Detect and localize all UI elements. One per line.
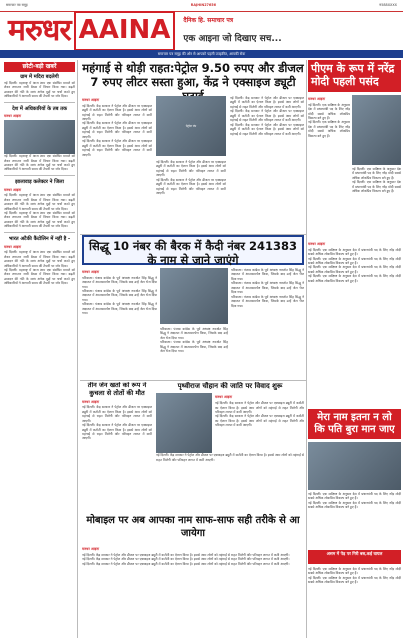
left-story-3-body: नई दिल्ली। महाराष्ट्र में आज शाम एक संबंधित मामले को लेकर लगातार जारी बैठक में विचार किया गया। बढ़ती उत्पादन की गति के साथ अनेक मुद्दों पर चर्चा करते हुए अधिकारियों ने आगामी समय की तैयारी पर जोर दिया। (4, 250, 75, 268)
prithviraj-body-b: नई दिल्ली। केंद्र सरकार ने पेट्रोल और डीजल पर एक्साइज ड्यूटी में कटौती का ऐलान किया है। इससे आम लोगों को महंगाई से राहत मिलेगी और परिवहन लागत में कमी आएगी। (215, 414, 304, 428)
pm-text-col-2 (352, 167, 401, 235)
brief-body: नई दिल्ली। महाराष्ट्र में आज शाम एक संबंधित मामले को लेकर लगातार जारी बैठक में विचार किया गया। बढ़ती उत्पादन की गति के साथ अनेक मुद्दों पर चर्चा करते हुए अधिकारियों ने आगामी समय की तैयारी पर जोर दिया। (4, 80, 75, 99)
mobile-body-c: नई दिल्ली। केंद्र सरकार ने पेट्रोल और डीजल पर एक्साइज ड्यूटी में कटौती का ऐलान किया है। इससे आम लोगों को महंगाई से राहत मिलेगी और परिवहन लागत में कमी आएगी। (82, 561, 290, 566)
prithviraj-body: नई दिल्ली। केंद्र सरकार ने पेट्रोल और डीजल पर एक्साइज ड्यूटी में कटौती का ऐलान किया है। इससे आम लोगों को महंगाई से राहत मिलेगी और परिवहन लागत में कमी आएगी। (215, 401, 304, 415)
train-headline: तीन जेन खतो को रूप ने कुचला से तोतों की मौत (87, 382, 147, 397)
left-story-2-headline: झालावाड़ कलेक्टर ने जिला (15, 178, 64, 185)
sidhu-body-1b: पटियाला। पंजाब कांग्रेस के पूर्व अध्यक्ष नवजोत सिंह सिद्धू ने अदालत में आत्मसमर्पण किया, जिसके बाद उन्हें जेल भेज दिया गया। (82, 289, 157, 302)
ticker-bar: समाचार पत्र समूह की ओर से आपको पहली उपहारित, आपकी सेवा (0, 50, 403, 58)
lead-body-1b: नई दिल्ली। केंद्र सरकार ने पेट्रोल और डीजल पर एक्साइज ड्यूटी में कटौती का ऐलान किया है। इससे आम लोगों को महंगाई से राहत मिलेगी और परिवहन लागत में कमी आएगी। (82, 121, 152, 139)
masthead-subtitle: दैनिक हि. समाचार पत्र (183, 16, 234, 24)
mobile-body: नई दिल्ली। केंद्र सरकार ने पेट्रोल और डीजल पर एक्साइज ड्यूटी में कटौती का ऐलान किया है। इससे आम लोगों को महंगाई से राहत मिलेगी और परिवहन लागत में कमी आएगी। (82, 552, 290, 557)
sidhu-text-col-2 (160, 327, 228, 378)
salary-body-b: नई दिल्ली। एक सर्वेक्षण के अनुसार देश में प्रधानमंत्री पद के लिए नरेंद्र मोदी सबसे अधिक लोकप्रिय विकल्प बने हुए हैं। (308, 500, 401, 510)
right-mid-body-c: नई दिल्ली। एक सर्वेक्षण के अनुसार देश में प्रधानमंत्री पद के लिए नरेंद्र मोदी सबसे अधिक लोकप्रिय विकल्प बने हुए हैं। (308, 265, 401, 274)
sidhu-body-2: पटियाला। पंजाब कांग्रेस के पूर्व अध्यक्ष नवजोत सिंह सिद्धू ने अदालत में आत्मसमर्पण किया, जिसके बाद उन्हें जेल भेज दिया गया। (160, 327, 228, 340)
column-rule (306, 60, 307, 638)
lead-text-col-3 (230, 96, 304, 232)
train-block (82, 382, 152, 514)
left-story-3-byline: मरुधर आइना (4, 244, 22, 249)
masthead-right (183, 17, 281, 45)
mobile-byline: मरुधर आइना (82, 547, 100, 551)
train-body-b: नई दिल्ली। केंद्र सरकार ने पेट्रोल और डीजल पर एक्साइज ड्यूटी में कटौती का ऐलान किया है। इससे आम लोगों को महंगाई से राहत मिलेगी और परिवहन लागत में कमी आएगी। (82, 423, 152, 441)
left-column-header: छोटी-बड़ी खबरें (4, 62, 75, 72)
pm-byline: मरुधर आइना (308, 97, 326, 101)
salary-body: नई दिल्ली। एक सर्वेक्षण के अनुसार देश में प्रधानमंत्री पद के लिए नरेंद्र मोदी सबसे अधिक लोकप्रिय विकल्प बने हुए हैं। (308, 492, 401, 501)
masthead-tagline: एक आइना जो दिखाए सच... (183, 33, 282, 44)
mobile-headline: मोबाइल पर अब आपका नाम साफ-साफ सही तरीके से आ जायेगा (86, 515, 300, 539)
row-rule-1 (80, 234, 306, 235)
lead-byline: मरुधर आइना (82, 98, 100, 102)
sidhu-body-1c: पटियाला। पंजाब कांग्रेस के पूर्व अध्यक्ष नवजोत सिंह सिद्धू ने अदालत में आत्मसमर्पण किया, जिसके बाद उन्हें जेल भेज दिया गया। (82, 302, 157, 316)
salary-photo (308, 442, 401, 490)
right-mid-body-d: नई दिल्ली। एक सर्वेक्षण के अनुसार देश में प्रधानमंत्री पद के लिए नरेंद्र मोदी सबसे अधिक लोकप्रिय विकल्प बने हुए हैं। (308, 274, 401, 283)
topbar-center: RAJHIN27656 (190, 3, 216, 8)
train-byline: मरुधर आइना (82, 399, 100, 404)
prithviraj-photo (156, 393, 212, 453)
right-mid-block (308, 240, 401, 405)
mobile-body-b: नई दिल्ली। केंद्र सरकार ने पेट्रोल और डीजल पर एक्साइज ड्यूटी में कटौती का ऐलान किया है। इससे आम लोगों को महंगाई से राहत मिलेगी और परिवहन लागत में कमी आएगी। (82, 557, 290, 562)
bottom-right-body: नई दिल्ली। एक सर्वेक्षण के अनुसार देश में प्रधानमंत्री पद के लिए नरेंद्र मोदी सबसे अधिक लोकप्रिय विकल्प बने हुए हैं। (308, 567, 401, 576)
salary-headline: मेरा नाम इतना न लो कि पति बुरा मान जाए (308, 409, 401, 439)
pm-body-b: नई दिल्ली। एक सर्वेक्षण के अनुसार देश में प्रधानमंत्री पद के लिए नरेंद्र मोदी सबसे अधिक लोकप्रिय विकल्प बने हुए हैं। (308, 120, 350, 138)
pm-photo (352, 95, 401, 165)
left-story-2-byline: मरुधर आइना (4, 187, 22, 192)
lead-body-3c: नई दिल्ली। केंद्र सरकार ने पेट्रोल और डीजल पर एक्साइज ड्यूटी में कटौती का ऐलान किया है। इससे आम लोगों को महंगाई से राहत मिलेगी और परिवहन लागत में कमी आएगी। (230, 122, 304, 136)
logo-english: AAINA (74, 11, 176, 50)
sidhu-body-2b: पटियाला। पंजाब कांग्रेस के पूर्व अध्यक्ष नवजोत सिंह सिद्धू ने अदालत में आत्मसमर्पण किया, जिसके बाद उन्हें जेल भेज दिया गया। (160, 340, 228, 354)
masthead (0, 12, 403, 50)
lead-text-col-2 (156, 160, 226, 232)
salary-text (308, 492, 401, 548)
lead-body-3b: नई दिल्ली। केंद्र सरकार ने पेट्रोल और डीजल पर एक्साइज ड्यूटी में कटौती का ऐलान किया है। इससे आम लोगों को महंगाई से राहत मिलेगी और परिवहन लागत में कमी आएगी। (230, 109, 304, 123)
right-mid-body-b: नई दिल्ली। एक सर्वेक्षण के अनुसार देश में प्रधानमंत्री पद के लिए नरेंद्र मोदी सबसे अधिक लोकप्रिय विकल्प बने हुए हैं। (308, 256, 401, 266)
left-story-1-headline: देश में अधिकारियों के तब तक (12, 105, 67, 112)
left-story-2-body-b: नई दिल्ली। महाराष्ट्र में आज शाम एक संबंधित मामले को लेकर लगातार जारी बैठक में विचार किया गया। बढ़ती उत्पादन की गति के साथ अनेक मुद्दों पर चर्चा करते हुए अधिकारियों ने आगामी समय की तैयारी पर जोर दिया। (4, 211, 75, 229)
left-story-1-byline: मरुधर आइना (4, 114, 22, 119)
sidhu-photo (160, 268, 228, 324)
bottom-right-body-b: नई दिल्ली। एक सर्वेक्षण के अनुसार देश में प्रधानमंत्री पद के लिए नरेंद्र मोदी सबसे अधिक लोकप्रिय विकल्प बने हुए हैं। (308, 575, 401, 585)
bottom-red-bar: असम में पेड़ पर गिरी बस,कई घायल (308, 550, 401, 564)
right-mid-body: नई दिल्ली। एक सर्वेक्षण के अनुसार देश में प्रधानमंत्री पद के लिए नरेंद्र मोदी सबसे अधिक लोकप्रिय विकल्प बने हुए हैं। (308, 247, 401, 257)
pm-body: नई दिल्ली। एक सर्वेक्षण के अनुसार देश में प्रधानमंत्री पद के लिए नरेंद्र मोदी सबसे अधिक लोकप्रिय विकल्प बने हुए हैं। (308, 102, 350, 121)
pm-headline: पीएम के रूप में नरेंद्र मोदी पहली पसंद (308, 60, 401, 92)
left-photo (4, 120, 75, 154)
pm-body-2: नई दिल्ली। एक सर्वेक्षण के अनुसार देश में प्रधानमंत्री पद के लिए नरेंद्र मोदी सबसे अधिक लोकप्रिय विकल्प बने हुए हैं। (352, 167, 401, 180)
lead-photo (156, 96, 226, 156)
left-story-3-headline: भारत अटैकी कैंटोलिन में नहीं है - (8, 235, 71, 242)
brief-title: ग्राम में मदिरा बदलेगी (20, 74, 59, 81)
train-body: नई दिल्ली। केंद्र सरकार ने पेट्रोल और डीजल पर एक्साइज ड्यूटी में कटौती का ऐलान किया है। इससे आम लोगों को महंगाई से राहत मिलेगी और परिवहन लागत में कमी आएगी। (82, 405, 152, 423)
row-rule-2 (80, 380, 306, 381)
lead-headline: महंगाई से थोड़ी राहत:पेट्रोल 9.50 रुपए और डीजल 7 रुपए लीटर सस्ता हुआ, केंद्र ने एक्साइज ड्यूटी (82, 61, 304, 89)
left-story-3-body-b: नई दिल्ली। महाराष्ट्र में आज शाम एक संबंधित मामले को लेकर लगातार जारी बैठक में विचार किया गया। बढ़ती उत्पादन की गति के साथ अनेक मुद्दों पर चर्चा करते हुए अधिकारियों ने आगामी समय की तैयारी पर जोर दिया। (4, 268, 75, 286)
mobile-text (82, 545, 304, 638)
lead-photo-caption: पेट्रोल पंप (185, 123, 197, 128)
lead-body-1c: नई दिल्ली। केंद्र सरकार ने पेट्रोल और डीजल पर एक्साइज ड्यूटी में कटौती का ऐलान किया है। इससे आम लोगों को महंगाई से राहत मिलेगी और परिवहन लागत में कमी आएगी। (82, 139, 152, 157)
left-story-1-body: नई दिल्ली। महाराष्ट्र में आज शाम एक संबंधित मामले को लेकर लगातार जारी बैठक में विचार किया गया। बढ़ती उत्पादन की गति के साथ अनेक मुद्दों पर चर्चा करते हुए अधिकारियों ने आगामी समय की तैयारी पर जोर दिया। (4, 154, 75, 172)
prithviraj-headline: पृथ्वीराज चौहान की जाति पर विवाद शुरू (177, 382, 283, 390)
sidhu-body-3c: पटियाला। पंजाब कांग्रेस के पूर्व अध्यक्ष नवजोत सिंह सिद्धू ने अदालत में आत्मसमर्पण किया, जिसके बाद उन्हें जेल भेज दिया गया। (231, 294, 304, 308)
sidhu-body-3: पटियाला। पंजाब कांग्रेस के पूर्व अध्यक्ष नवजोत सिंह सिद्धू ने अदालत में आत्मसमर्पण किया, जिसके बाद उन्हें जेल भेज दिया गया। (231, 268, 304, 281)
left-column (2, 60, 78, 638)
prithviraj-block (156, 382, 304, 514)
lead-body-2: नई दिल्ली। केंद्र सरकार ने पेट्रोल और डीजल पर एक्साइज ड्यूटी में कटौती का ऐलान किया है। इससे आम लोगों को महंगाई से राहत मिलेगी और परिवहन लागत में कमी आएगी। (156, 160, 226, 178)
sidhu-byline: मरुधर आइना (82, 270, 100, 274)
lead-body-3: नई दिल्ली। केंद्र सरकार ने पेट्रोल और डीजल पर एक्साइज ड्यूटी में कटौती का ऐलान किया है। इससे आम लोगों को महंगाई से राहत मिलेगी और परिवहन लागत में कमी आएगी। (230, 96, 304, 109)
logo-hindi: मरुधर (8, 12, 71, 48)
pm-text-col (308, 95, 350, 235)
prithviraj-row (156, 393, 304, 453)
pm-body-2b: नई दिल्ली। एक सर्वेक्षण के अनुसार देश में प्रधानमंत्री पद के लिए नरेंद्र मोदी सबसे अधिक लोकप्रिय विकल्प बने हुए हैं। (352, 180, 401, 194)
sidhu-text-col-1 (82, 268, 157, 378)
topbar-left: समाचार पत्र समूह (6, 3, 28, 8)
prithviraj-body-c: नई दिल्ली। केंद्र सरकार ने पेट्रोल और डीजल पर एक्साइज ड्यूटी में कटौती का ऐलान किया है। इससे आम लोगों को महंगाई से राहत मिलेगी और परिवहन लागत में कमी आएगी। (156, 453, 304, 462)
prithviraj-text (215, 393, 304, 453)
salary-byline: मरुधर आइना (308, 242, 326, 246)
lead-text-col-1 (82, 96, 152, 232)
lead-body-1: नई दिल्ली। केंद्र सरकार ने पेट्रोल और डीजल पर एक्साइज ड्यूटी में कटौती का ऐलान किया है। इससे आम लोगों को महंगाई से राहत मिलेगी और परिवहन लागत में कमी आएगी। (82, 103, 152, 122)
sidhu-body-1: पटियाला। पंजाब कांग्रेस के पूर्व अध्यक्ष नवजोत सिंह सिद्धू ने अदालत में आत्मसमर्पण किया, जिसके बाद उन्हें जेल भेज दिया गया। (82, 275, 157, 289)
left-story-2-body: नई दिल्ली। महाराष्ट्र में आज शाम एक संबंधित मामले को लेकर लगातार जारी बैठक में विचार किया गया। बढ़ती उत्पादन की गति के साथ अनेक मुद्दों पर चर्चा करते हुए अधिकारियों ने आगामी समय की तैयारी पर जोर दिया। (4, 193, 75, 211)
sidhu-text-col-3 (231, 268, 304, 378)
lead-body-2b: नई दिल्ली। केंद्र सरकार ने पेट्रोल और डीजल पर एक्साइज ड्यूटी में कटौती का ऐलान किया है। इससे आम लोगों को महंगाई से राहत मिलेगी और परिवहन लागत में कमी आएगी। (156, 177, 226, 196)
sidhu-body-3b: पटियाला। पंजाब कांग्रेस के पूर्व अध्यक्ष नवजोत सिंह सिद्धू ने अदालत में आत्मसमर्पण किया, जिसके बाद उन्हें जेल भेज दिया गया। (231, 281, 304, 295)
topbar-right: 9588XXXX (379, 3, 397, 8)
sidhu-headline: सिद्धू 10 नंबर की बैरक में कैदी नंबर 241383 के नाम से जाने जाएंगे (82, 235, 304, 265)
bottom-right-text (308, 567, 401, 638)
prithviraj-byline: मरुधर आइना (215, 395, 233, 400)
